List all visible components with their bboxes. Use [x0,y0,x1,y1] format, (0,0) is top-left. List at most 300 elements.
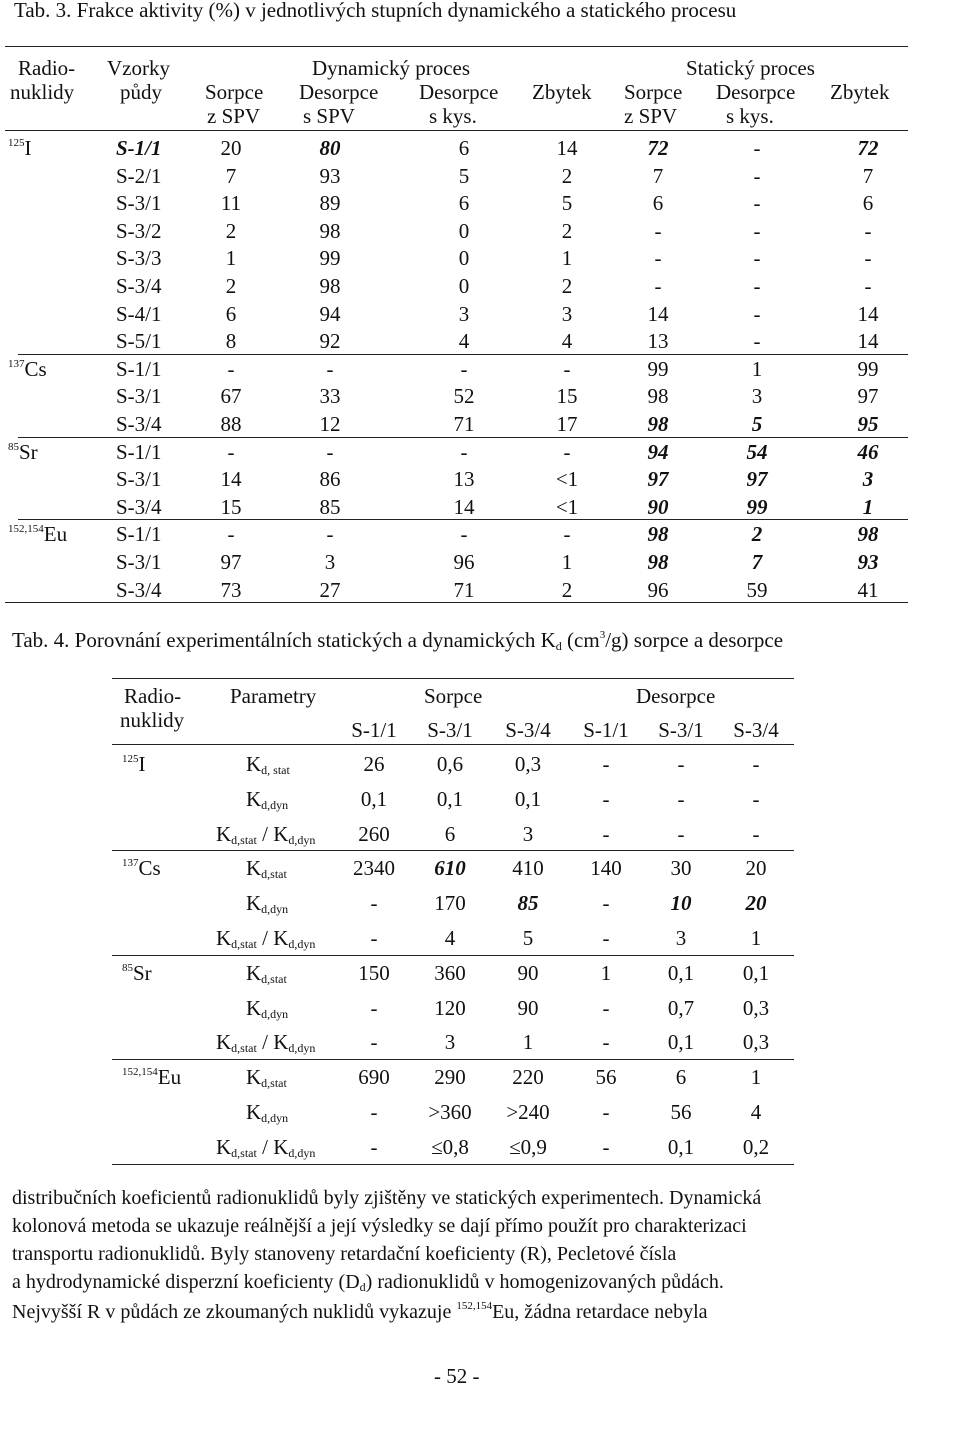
table-cell: 71 [453,412,475,436]
table-cell: 170 [434,891,466,915]
sample-label: S-3/1 [116,191,162,215]
table-cell: 99 [647,357,669,381]
text-sup: 152,154 [456,1300,493,1312]
table-cell: 1 [225,246,237,270]
table-cell: 33 [319,384,341,408]
nuclide-element: I [24,136,32,160]
table-cell: 14 [857,302,879,326]
sample-label: S-3/1 [116,550,162,574]
table-cell: - [654,274,662,298]
table-cell: 92 [319,329,341,353]
table-cell: 14 [647,302,669,326]
table-cell: 27 [319,578,341,602]
table-cell: 72 [857,136,879,160]
table-cell: 0,1 [742,961,770,985]
table-cell: 1 [750,1065,762,1089]
table-cell: 11 [220,191,242,215]
table-cell: 5 [458,164,470,188]
sample-label: S-3/4 [116,274,162,298]
table-cell: 99 [857,357,879,381]
nuclide-label [122,752,146,780]
parameter-label [246,752,290,779]
nuclide-element: Sr [19,440,38,464]
body-text [12,1184,912,1329]
table-cell: ≤0,8 [431,1135,469,1159]
table-cell: 56 [670,1100,692,1124]
nuclide-mass: 137 [8,358,25,370]
nuclide-mass: 125 [8,137,25,149]
table-cell: - [370,1100,378,1124]
table-cell: - [677,787,685,811]
column-header: S-1/1 [583,718,629,742]
header-sspv: s SPV [303,104,355,128]
group-rule [112,850,794,851]
table-cell: 95 [857,412,879,436]
nuclide-element: Sr [133,961,152,985]
table-cell: - [602,891,610,915]
table-cell: - [753,274,761,298]
nuclide-label [122,1065,181,1093]
param-sub: d,stat [261,972,287,986]
table-cell: 97 [857,384,879,408]
param-sub: d,dyn [288,1146,316,1160]
header-sorpce: Sorpce [624,80,683,104]
table-cell: 88 [220,412,242,436]
table-cell: 5 [561,191,573,215]
group-rule [18,437,908,438]
table-cell: >360 [428,1100,472,1124]
nuclide-label [122,961,152,989]
table-cell: 3 [444,1030,456,1054]
table-cell: 80 [319,136,341,160]
header-zspv: z SPV [624,104,678,128]
column-header: S-3/1 [658,718,704,742]
table-cell: - [602,822,610,846]
table-cell: 56 [595,1065,617,1089]
table-cell: - [563,440,571,464]
table-cell: 13 [647,329,669,353]
table-cell: 54 [746,440,768,464]
table-cell: <1 [555,467,579,491]
header-vzorky: Vzorky [107,56,170,80]
table-cell: 93 [319,164,341,188]
sample-label: S-1/1 [116,522,162,546]
table-cell: - [752,822,760,846]
param-k: K [216,926,232,950]
table-cell: 97 [647,467,669,491]
table-cell: 17 [556,412,578,436]
param-slash: / [256,822,274,846]
table-cell: 98 [319,219,341,243]
table-cell: 410 [512,856,544,880]
table-cell: 3 [862,467,874,491]
table-cell: 90 [517,961,539,985]
table-cell: - [677,822,685,846]
table-cell: - [753,246,761,270]
header-pudy: půdy [120,80,162,104]
param-k: K [273,1030,289,1054]
tab4-caption-b: (cm [561,628,600,652]
sample-label: S-3/4 [116,578,162,602]
table-cell: 20 [745,891,767,915]
param-sub: d,dyn [288,937,316,951]
table-cell: 14 [453,495,475,519]
table-cell: 4 [561,329,573,353]
header-desorpce: Desorpce [299,80,379,104]
header-skys: s kys. [726,104,774,128]
table-cell: 0,1 [667,1135,695,1159]
table-cell: - [460,440,468,464]
parameter-label [246,961,287,988]
nuclide-label [8,357,47,385]
parameter-label [246,1100,288,1127]
table-cell: 7 [751,550,763,574]
table-cell: 0 [458,246,470,270]
text-line [12,1268,912,1298]
sample-label: S-1/1 [116,357,162,381]
param-sub: d,dyn [288,833,316,847]
nuclide-element: Cs [24,357,47,381]
text-span: a hydrodynamické disperzní koeficienty (D [12,1271,360,1293]
table-cell: 96 [453,550,475,574]
table-cell: 1 [522,1030,534,1054]
table-cell: 2 [561,274,573,298]
table-cell: 98 [647,550,669,574]
page-number: - 52 - [434,1364,480,1388]
table-cell: 2 [751,522,763,546]
param-k: K [246,787,262,811]
table-cell: - [370,891,378,915]
table-cell: 52 [453,384,475,408]
param-slash: / [256,1135,274,1159]
table-cell: - [370,1135,378,1159]
table-cell: 3 [324,550,336,574]
tab3-bottom-rule [5,602,908,603]
table-cell: - [753,191,761,215]
table-cell: 1 [751,357,763,381]
header-radio: Radio- [124,684,182,708]
table-cell: 0,6 [436,752,464,776]
parameter-label [216,822,315,849]
nuclide-mass: 137 [122,857,139,869]
table-cell: 15 [556,384,578,408]
table-cell: 97 [220,550,242,574]
table-cell: 7 [652,164,664,188]
table-cell: - [602,996,610,1020]
parameter-label [246,891,288,918]
table-cell: 1 [561,246,573,270]
parameter-label [246,787,288,814]
table-cell: 0,3 [742,1030,770,1054]
table-cell: 90 [647,495,669,519]
sample-label: S-1/1 [116,136,162,160]
table-cell: 99 [746,495,768,519]
nuclide-label [8,136,32,164]
table-cell: 41 [857,578,879,602]
table-cell: 71 [453,578,475,602]
table-cell: 98 [647,384,669,408]
table-cell: - [370,1030,378,1054]
table-cell: 14 [857,329,879,353]
sample-label: S-3/1 [116,467,162,491]
table-cell: 6 [458,191,470,215]
table-cell: 3 [675,926,687,950]
sample-label: S-3/3 [116,246,162,270]
tab4-header-rule [112,744,794,745]
param-sub: d,stat [261,1076,287,1090]
parameter-label [246,996,288,1023]
table-cell: 94 [647,440,669,464]
text-span: Eu, žádna retardace nebyla [492,1301,708,1323]
nuclide-label [8,522,67,550]
table-cell: - [602,1100,610,1124]
param-k: K [246,856,262,880]
table-cell: - [602,787,610,811]
table-cell: 10 [670,891,692,915]
table-cell: 4 [458,329,470,353]
table-cell: 90 [517,996,539,1020]
sample-label: S-3/4 [116,495,162,519]
table-cell: 6 [652,191,664,215]
table-cell: 0 [458,274,470,298]
tab4-caption-a: Tab. 4. Porovnání experimentálních statických a dynamických K [12,628,556,652]
param-k: K [246,1100,262,1124]
param-k: K [216,822,232,846]
table-cell: 6 [458,136,470,160]
table-cell: 0,1 [514,787,542,811]
param-sub: d,stat [231,937,257,951]
header-nuklidy: nuklidy [10,80,75,104]
group-rule [18,354,908,355]
table-cell: 2340 [353,856,395,880]
table-cell: 6 [444,822,456,846]
header-zbytek: Zbytek [532,80,592,104]
text-sub: d [359,1280,366,1294]
table-cell: 690 [358,1065,390,1089]
nuclide-element: Cs [138,856,161,880]
table-cell: - [864,274,872,298]
table-cell: 73 [220,578,242,602]
table-cell: - [227,357,235,381]
table-cell: 5 [522,926,534,950]
table-cell: 85 [517,891,539,915]
nuclide-mass: 85 [8,441,19,453]
group-rule [18,519,908,520]
header-nuklidy: nuklidy [120,708,185,732]
table-cell: 0 [458,219,470,243]
table-cell: - [753,329,761,353]
param-k: K [273,1135,289,1159]
table-cell: - [602,752,610,776]
table-cell: - [326,440,334,464]
table-cell: 4 [750,1100,762,1124]
table-cell: 94 [319,302,341,326]
table-cell: 13 [453,467,475,491]
parameter-label [216,1030,315,1057]
param-slash: / [256,1030,274,1054]
param-sub: d,dyn [261,1007,289,1021]
tab4-caption-c: /g) sorpce a desorpce [605,628,784,652]
table-cell: - [563,357,571,381]
table-cell: - [460,357,468,381]
table-cell: <1 [555,495,579,519]
table-cell: 6 [675,1065,687,1089]
table-cell: 2 [225,219,237,243]
tab4-caption [12,628,783,656]
nuclide-mass: 85 [122,962,133,974]
table-cell: 6 [862,191,874,215]
table-cell: 8 [225,329,237,353]
header-zspv: z SPV [207,104,261,128]
nuclide-mass: 152,154 [122,1066,158,1078]
table-cell: ≤0,9 [509,1135,547,1159]
header-parametry: Parametry [230,684,317,708]
nuclide-mass: 125 [122,753,139,765]
tab4-caption-sub: d [555,639,562,653]
table-cell: - [654,219,662,243]
table-cell: 2 [561,578,573,602]
table-cell: 3 [522,822,534,846]
table-cell: 1 [750,926,762,950]
table-cell: - [602,1030,610,1054]
table-cell: - [654,246,662,270]
column-header: S-1/1 [351,718,397,742]
param-sub: d,dyn [261,798,289,812]
table-cell: 93 [857,550,879,574]
table-cell: - [864,246,872,270]
table-cell: 2 [225,274,237,298]
table-cell: 14 [220,467,242,491]
table-cell: - [753,136,761,160]
table-cell: - [326,357,334,381]
table-cell: 1 [561,550,573,574]
table-cell: 260 [358,822,390,846]
table-cell: 20 [220,136,242,160]
table-cell: - [227,440,235,464]
table-cell: - [602,1135,610,1159]
table-cell: 99 [319,246,341,270]
table-cell: 15 [220,495,242,519]
table-cell: 150 [358,961,390,985]
table-cell: 67 [220,384,242,408]
header-static: Statický proces [686,56,815,80]
sample-label: S-3/2 [116,219,162,243]
text-line: transportu radionuklidů. Byly stanoveny retardační koeficienty (R), Pecletové čísla [12,1243,677,1265]
nuclide-element: I [138,752,146,776]
parameter-label [216,1135,315,1162]
table-cell: - [753,302,761,326]
table-cell: 0,7 [667,996,695,1020]
param-sub: d,stat [261,867,287,881]
table-cell: 89 [319,191,341,215]
table-cell: 0,3 [514,752,542,776]
param-k: K [246,752,262,776]
param-k: K [216,1030,232,1054]
text-line [12,1298,912,1329]
param-k: K [273,822,289,846]
header-dynamic: Dynamický proces [312,56,471,80]
sample-label: S-2/1 [116,164,162,188]
header-desorpce: Desorpce [419,80,499,104]
table-cell: 98 [319,274,341,298]
table-cell: 86 [319,467,341,491]
header-desorpce: Desorpce [636,684,716,708]
table-cell: - [753,164,761,188]
table-cell: 3 [561,302,573,326]
table-cell: 0,1 [436,787,464,811]
table-cell: 98 [647,412,669,436]
param-sub: d, stat [261,763,290,777]
param-k: K [216,1135,232,1159]
param-k: K [246,1065,262,1089]
column-header: S-3/4 [733,718,779,742]
table-cell: 6 [225,302,237,326]
nuclide-element: Eu [43,522,68,546]
parameter-label [246,1065,287,1092]
table-cell: 5 [751,412,763,436]
table-cell: - [370,996,378,1020]
text-line: distribučních koeficientů radionuklidů byly zjištěny ve statických experimentech. Dynamická [12,1187,762,1209]
table-cell: 97 [746,467,768,491]
table-cell: - [227,522,235,546]
table-cell: 290 [434,1065,466,1089]
table-cell: 72 [647,136,669,160]
tab4-top-rule [112,678,794,679]
param-sub: d,dyn [288,1041,316,1055]
table-cell: 98 [857,522,879,546]
table-cell: 140 [590,856,622,880]
table-cell: - [370,926,378,950]
table-cell: 20 [745,856,767,880]
table-cell: 85 [319,495,341,519]
table-cell: 0,1 [667,1030,695,1054]
parameter-label [246,856,287,883]
table-cell: 4 [444,926,456,950]
param-sub: d,stat [231,1146,257,1160]
table-cell: 2 [561,164,573,188]
table-cell: 1 [600,961,612,985]
text-line: kolonová metoda se ukazuje reálnější a její výsledky se dají přímo použít pro charakterizaci [12,1215,747,1237]
table-cell: 360 [434,961,466,985]
param-sub: d,dyn [261,902,289,916]
sample-label: S-3/4 [116,412,162,436]
header-sorpce: Sorpce [424,684,483,708]
header-desorpce: Desorpce [716,80,796,104]
table-cell: - [864,219,872,243]
table-cell: - [752,787,760,811]
table-cell: 0,3 [742,996,770,1020]
text-span: Nejvyšší R v půdách ze zkoumaných nuklidů vykazuje [12,1301,457,1323]
parameter-label [216,926,315,953]
table-cell: 98 [647,522,669,546]
table-cell: 26 [363,752,385,776]
sample-label: S-3/1 [116,384,162,408]
column-header: S-3/4 [505,718,551,742]
header-radio: Radio- [18,56,76,80]
param-k: K [246,961,262,985]
table-cell: 0,2 [742,1135,770,1159]
table-cell: - [602,926,610,950]
param-sub: d,stat [231,1041,257,1055]
table-cell: 30 [670,856,692,880]
sample-label: S-5/1 [116,329,162,353]
param-k: K [273,926,289,950]
table-cell: 46 [857,440,879,464]
table-cell: 14 [556,136,578,160]
group-rule [112,1164,794,1165]
table-cell: - [753,219,761,243]
sample-label: S-4/1 [116,302,162,326]
